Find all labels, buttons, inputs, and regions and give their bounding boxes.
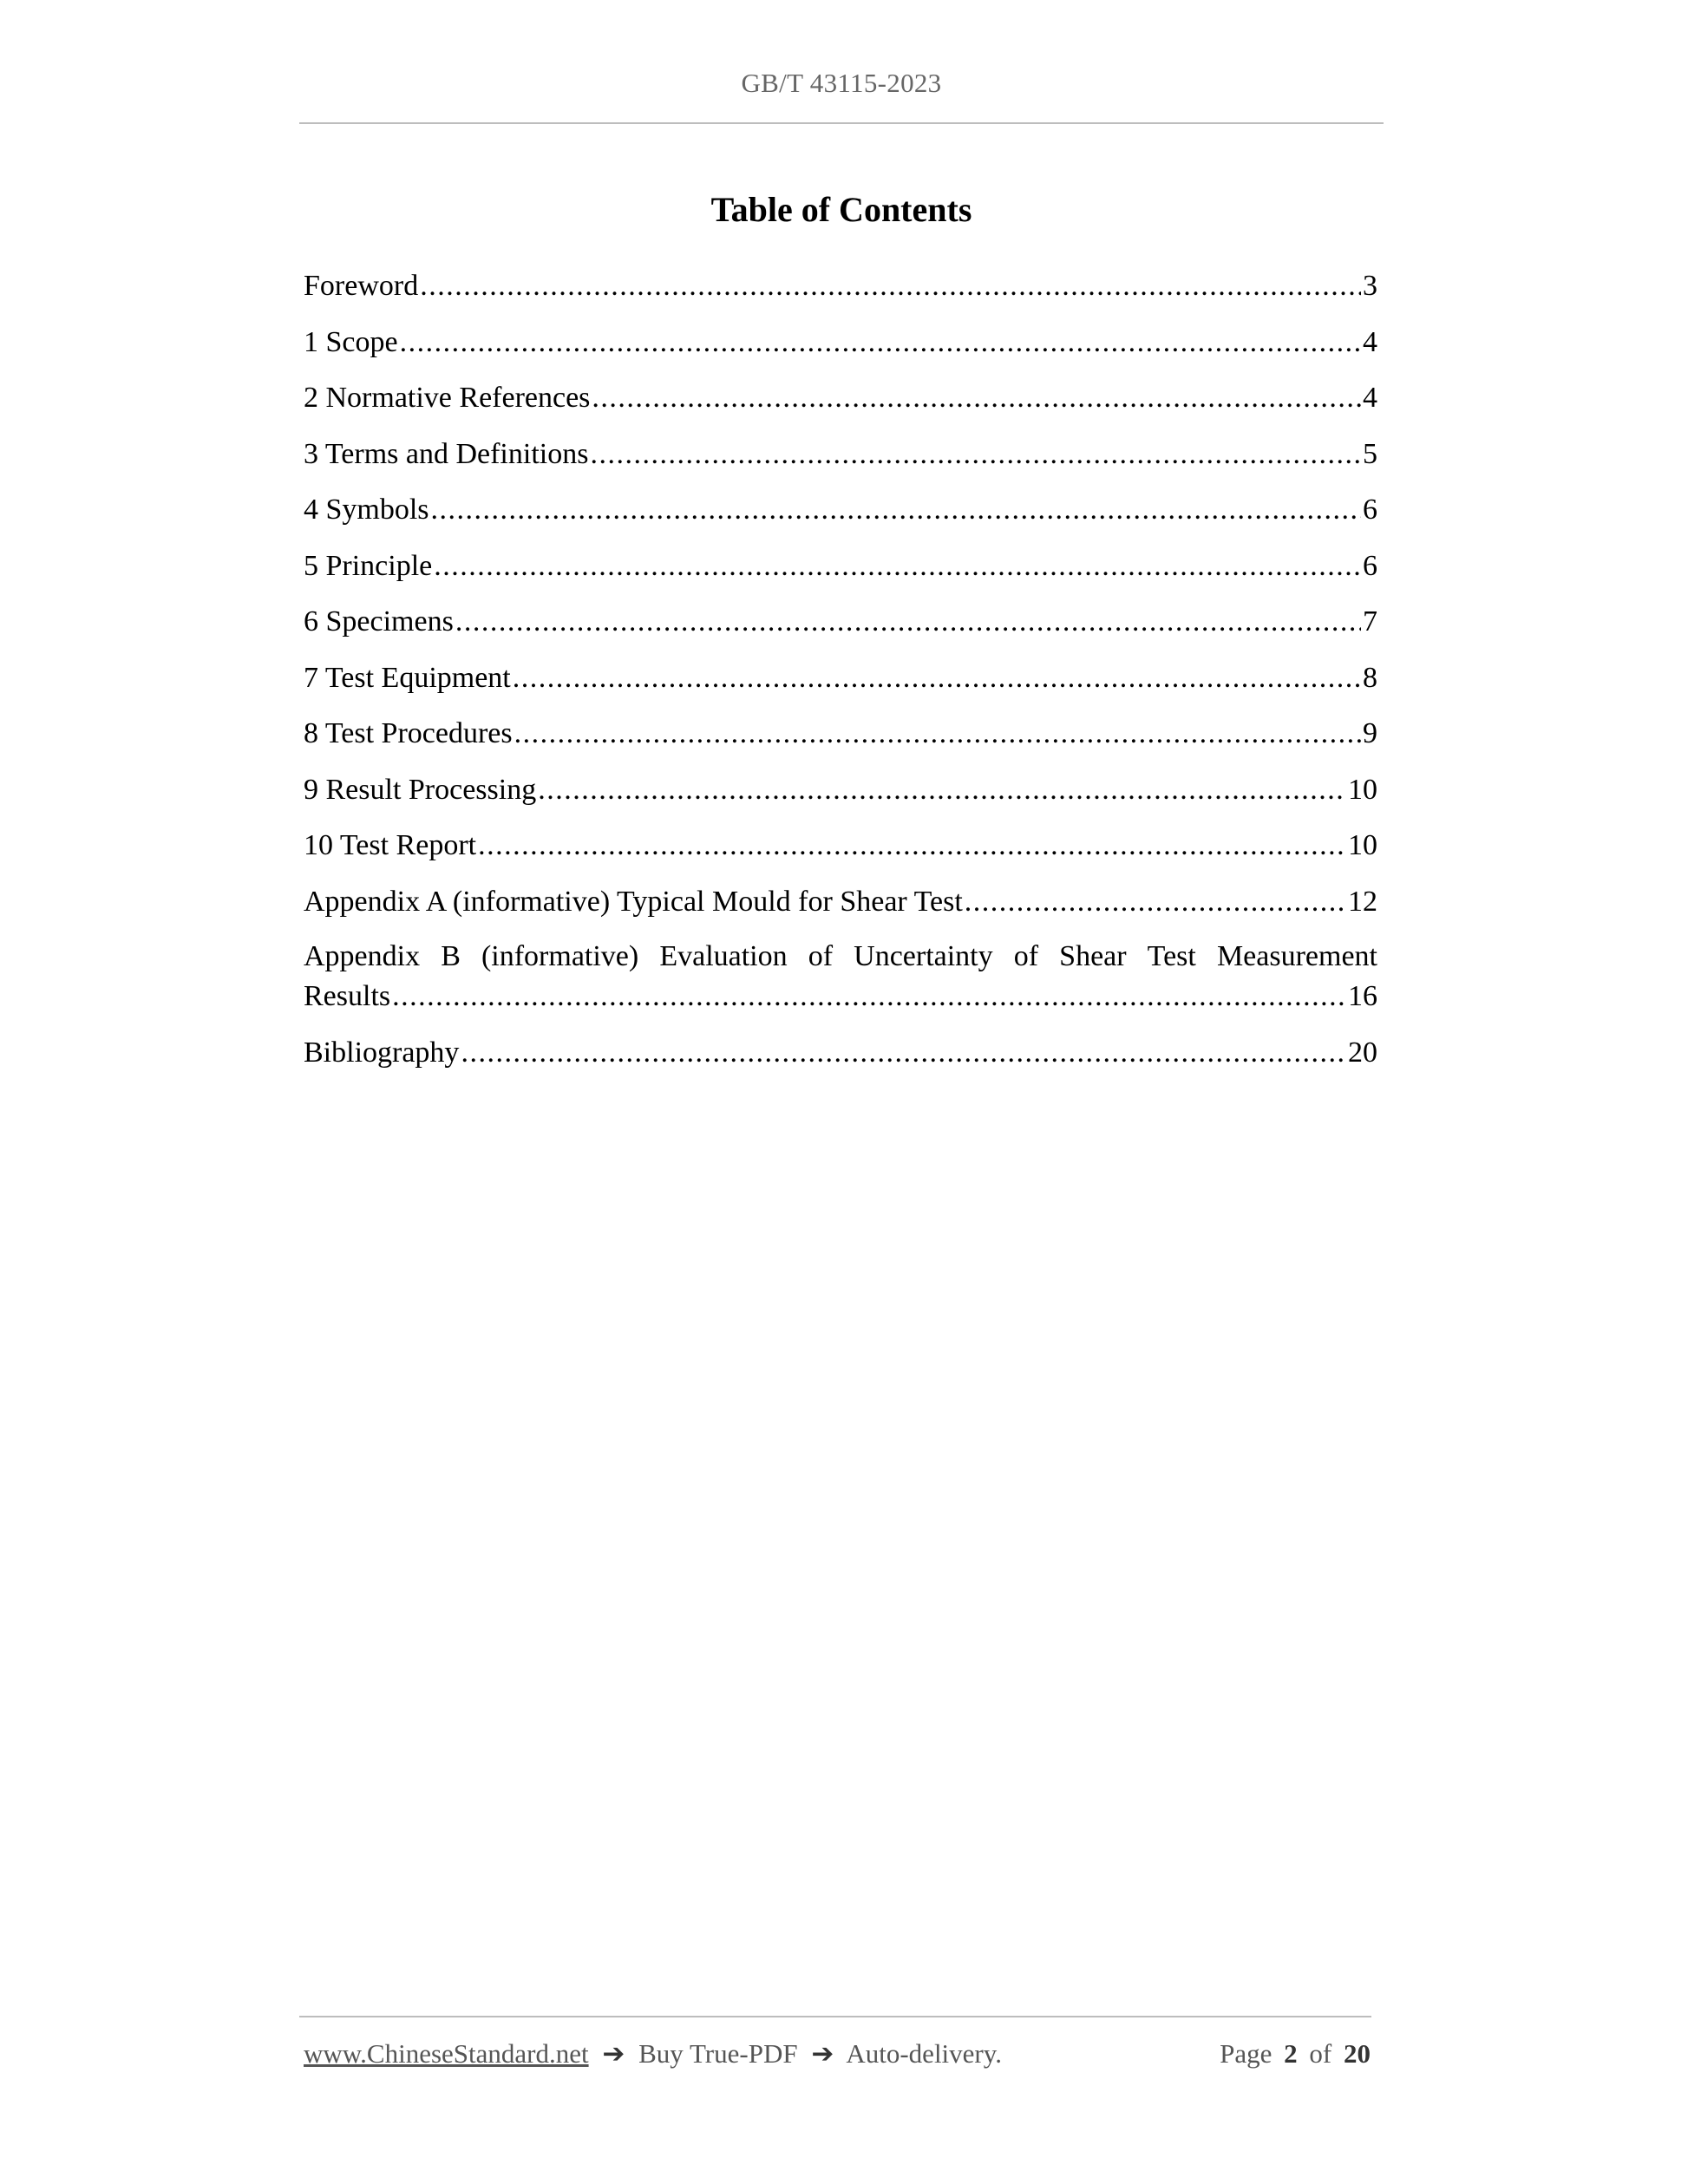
toc-entry[interactable] <box>304 265 1377 322</box>
dot-leader <box>592 377 1361 419</box>
toc-entry-page: 4 <box>1363 325 1377 358</box>
auto-delivery-text: Auto-delivery. <box>846 2038 1002 2069</box>
toc-entry-label: 1 Scope <box>304 325 398 358</box>
dot-leader <box>590 434 1361 475</box>
dot-leader <box>434 546 1361 587</box>
toc-entry-label: 2 Normative References <box>304 382 591 414</box>
toc-entry-label: Results <box>304 980 391 1012</box>
total-pages: 20 <box>1344 2038 1371 2069</box>
toc-entry-page: 7 <box>1363 605 1377 638</box>
dot-leader <box>965 881 1346 923</box>
footer-promo <box>304 2038 1002 2070</box>
toc-entry-page: 16 <box>1348 980 1377 1012</box>
toc-entry-label: Appendix A (informative) Typical Mould for Shear Test <box>304 885 963 918</box>
toc-entry[interactable] <box>304 881 1377 938</box>
toc-entry-label: Foreword <box>304 270 419 302</box>
toc-entry-page: 5 <box>1363 437 1377 470</box>
toc-entry-label: 4 Symbols <box>304 494 429 526</box>
dot-leader <box>392 977 1346 1017</box>
arrow-right-icon: ➔ <box>811 2038 834 2069</box>
table-of-contents <box>304 265 1377 1089</box>
toc-entry[interactable] <box>304 546 1377 602</box>
toc-entry-page: 9 <box>1363 717 1377 749</box>
document-id-header: GB/T 43115-2023 <box>741 68 942 98</box>
of-word: of <box>1309 2038 1332 2069</box>
toc-entry[interactable] <box>304 489 1377 546</box>
dot-leader <box>514 713 1361 755</box>
toc-word: Test <box>1147 940 1196 972</box>
toc-entry-label: 10 Test Report <box>304 829 477 861</box>
toc-entry-page: 4 <box>1363 382 1377 414</box>
page-word: Page <box>1220 2038 1273 2069</box>
dot-leader <box>455 601 1361 643</box>
toc-entry[interactable] <box>304 825 1377 881</box>
dot-leader <box>461 1032 1346 1074</box>
dot-leader <box>420 265 1361 307</box>
toc-entry-label: 7 Test Equipment <box>304 661 511 694</box>
toc-entry[interactable] <box>304 377 1377 434</box>
toc-entry-line1 <box>304 937 1377 977</box>
buy-pdf-text: Buy True-PDF <box>638 2038 798 2069</box>
toc-entry-label: 9 Result Processing <box>304 773 537 806</box>
dot-leader <box>431 489 1361 531</box>
toc-entry-label: 3 Terms and Definitions <box>304 437 589 470</box>
toc-entry-line2 <box>304 977 1377 1017</box>
toc-entry-page: 10 <box>1348 829 1377 861</box>
toc-title: Table of Contents <box>710 190 972 229</box>
dot-leader <box>538 769 1346 811</box>
toc-entry[interactable] <box>304 1032 1377 1089</box>
toc-entry-page: 6 <box>1363 494 1377 526</box>
website-link[interactable]: www.ChineseStandard.net <box>304 2038 589 2069</box>
toc-entry-page: 6 <box>1363 549 1377 582</box>
toc-word: Shear <box>1059 940 1127 972</box>
toc-entry-label: Bibliography <box>304 1036 460 1069</box>
toc-word: Uncertainty <box>854 940 993 972</box>
toc-entry-label: 5 Principle <box>304 549 433 582</box>
toc-word: B <box>441 940 461 972</box>
current-page: 2 <box>1284 2038 1298 2069</box>
toc-entry-label: 8 Test Procedures <box>304 717 513 749</box>
toc-word: of <box>808 940 834 972</box>
toc-entry-page: 3 <box>1363 270 1377 302</box>
toc-entry[interactable] <box>304 322 1377 378</box>
toc-word: Appendix <box>304 940 421 972</box>
toc-entry[interactable] <box>304 657 1377 714</box>
toc-entry-page: 12 <box>1348 885 1377 918</box>
header-divider <box>299 122 1384 124</box>
page-number <box>1214 2038 1371 2070</box>
dot-leader <box>513 657 1361 699</box>
toc-entry[interactable] <box>304 434 1377 490</box>
toc-entry-appendix-b[interactable] <box>304 937 1377 1032</box>
footer-divider <box>299 2016 1371 2017</box>
toc-entry-page: 10 <box>1348 773 1377 806</box>
page-footer <box>304 2038 1371 2070</box>
toc-word: Measurement <box>1216 940 1377 972</box>
toc-entry[interactable] <box>304 713 1377 769</box>
toc-entry-page: 20 <box>1348 1036 1377 1069</box>
toc-entry[interactable] <box>304 769 1377 826</box>
toc-entry-page: 8 <box>1363 661 1377 694</box>
toc-word: Evaluation <box>659 940 788 972</box>
arrow-right-icon: ➔ <box>602 2038 625 2069</box>
toc-entry[interactable] <box>304 601 1377 657</box>
toc-entry-label: 6 Specimens <box>304 605 454 638</box>
dot-leader <box>478 825 1346 866</box>
toc-word: of <box>1013 940 1039 972</box>
toc-word: (informative) <box>481 940 639 972</box>
dot-leader <box>400 322 1361 363</box>
